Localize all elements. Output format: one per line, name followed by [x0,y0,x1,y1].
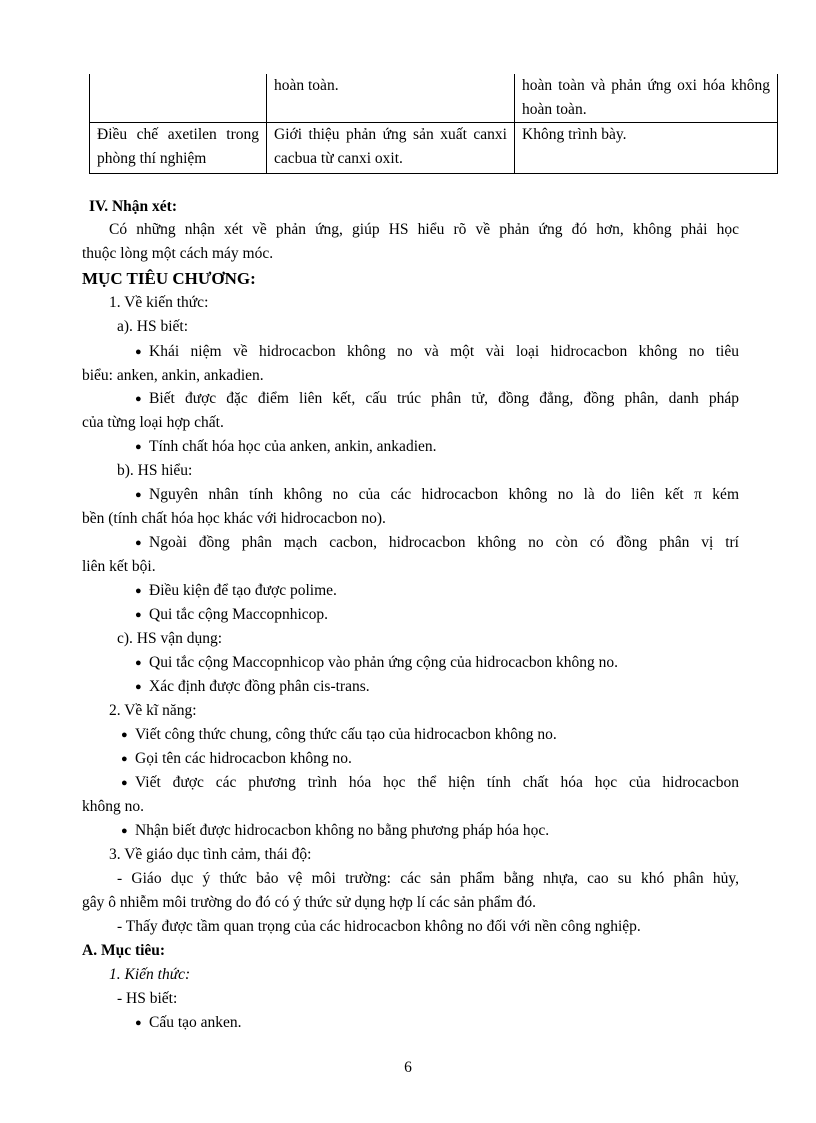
list-item: ● Viết công thức chung, công thức cấu tạo của hidrocacbon không no. [121,724,557,746]
table-cell [90,74,267,123]
paragraph-line: Có những nhận xét về phản ứng, giúp HS hiểu rõ về phản ứng đó hơn, không phải học [109,221,739,238]
bullet-icon: ● [135,537,142,549]
list-item-continuation: của từng loại hợp chất. [82,414,224,431]
table-cell: hoàn toàn. [267,74,515,123]
list-item: ● Qui tắc cộng Maccopnhicop. [135,604,328,626]
subheading: a). HS biết: [117,318,189,335]
chapter-heading: MỤC TIÊU CHƯƠNG: [82,269,256,288]
table-row [90,74,778,123]
table-cell: Giới thiệu phản ứng sản xuất canxi cacbua từ canxi oxit. [267,123,515,174]
table-cell: Không trình bày. [515,123,778,174]
bullet-icon: ● [135,346,142,358]
bullet-icon: ● [135,681,142,693]
subheading: 3. Về giáo dục tình cảm, thái độ: [109,846,312,863]
list-item: ● Qui tắc cộng Maccopnhicop vào phản ứng cộng của hidrocacbon không no. [135,652,618,674]
list-item: ● Ngoài đồng phân mạch cacbon, hidrocacbon không no còn có đồng phân vị trí [135,532,739,554]
subheading: 2. Về kĩ năng: [109,702,197,719]
list-item: ● Nguyên nhân tính không no của các hidrocacbon không no là do liên kết π kém [135,484,739,506]
list-item: ● Gọi tên các hidrocacbon không no. [121,748,352,770]
subheading: 1. Kiến thức: [109,966,191,983]
table-row [90,123,778,174]
paragraph-line: - Giáo dục ý thức bảo vệ môi trường: các sản phẩm bằng nhựa, cao su khó phân hủy, [117,870,739,887]
section-heading: A. Mục tiêu: [82,942,166,959]
list-item: ● Xác định được đồng phân cis-trans. [135,676,370,698]
bullet-icon: ● [135,585,142,597]
paragraph-line: thuộc lòng một cách máy móc. [82,245,274,262]
bullet-icon: ● [135,489,142,501]
subheading: 1. Về kiến thức: [109,294,209,311]
paragraph-line: - Thấy được tầm quan trọng của các hidrocacbon không no đối với nền công nghiệp. [117,918,641,935]
bullet-icon: ● [121,729,128,741]
list-item: ● Viết được các phương trình hóa học thể hiện tính chất hóa học của hidrocacbon [121,772,739,794]
list-item: ● Khái niệm về hidrocacbon không no và một vài loại hidrocacbon không no tiêu [135,341,739,363]
bullet-icon: ● [135,393,142,405]
table-cell: Điều chế axetilen trong phòng thí nghiệm [90,123,267,174]
list-item: ● Biết được đặc điểm liên kết, cấu trúc phân tử, đồng đẳng, đồng phân, danh pháp [135,388,739,410]
list-item-continuation: bền (tính chất hóa học khác với hidrocacbon no). [82,510,386,527]
bullet-icon: ● [121,777,128,789]
list-item-continuation: liên kết bội. [82,558,156,575]
bullet-icon: ● [135,657,142,669]
subheading: b). HS hiểu: [117,462,193,479]
bullet-icon: ● [135,1017,142,1029]
comparison-table [89,74,778,174]
paragraph-line: - HS biết: [117,990,178,1007]
paragraph-line: gây ô nhiễm môi trường do đó có ý thức sử dụng hợp lí các sản phẩm đó. [82,894,536,911]
list-item-continuation: biểu: anken, ankin, ankadien. [82,367,264,384]
list-item: ● Điều kiện để tạo được polime. [135,580,337,602]
bullet-icon: ● [135,609,142,621]
bullet-icon: ● [121,753,128,765]
page-number: 6 [404,1059,412,1076]
list-item: ● Nhận biết được hidrocacbon không no bằng phương pháp hóa học. [121,820,549,842]
section-heading: IV. Nhận xét: [89,198,177,215]
bullet-icon: ● [121,825,128,837]
list-item: ● Tính chất hóa học của anken, ankin, ankadien. [135,436,437,458]
list-item: ● Cấu tạo anken. [135,1012,242,1034]
bullet-icon: ● [135,441,142,453]
table-cell: hoàn toàn và phản ứng oxi hóa không hoàn toàn. [515,74,778,123]
list-item-continuation: không no. [82,798,144,815]
subheading: c). HS vận dụng: [117,630,223,647]
